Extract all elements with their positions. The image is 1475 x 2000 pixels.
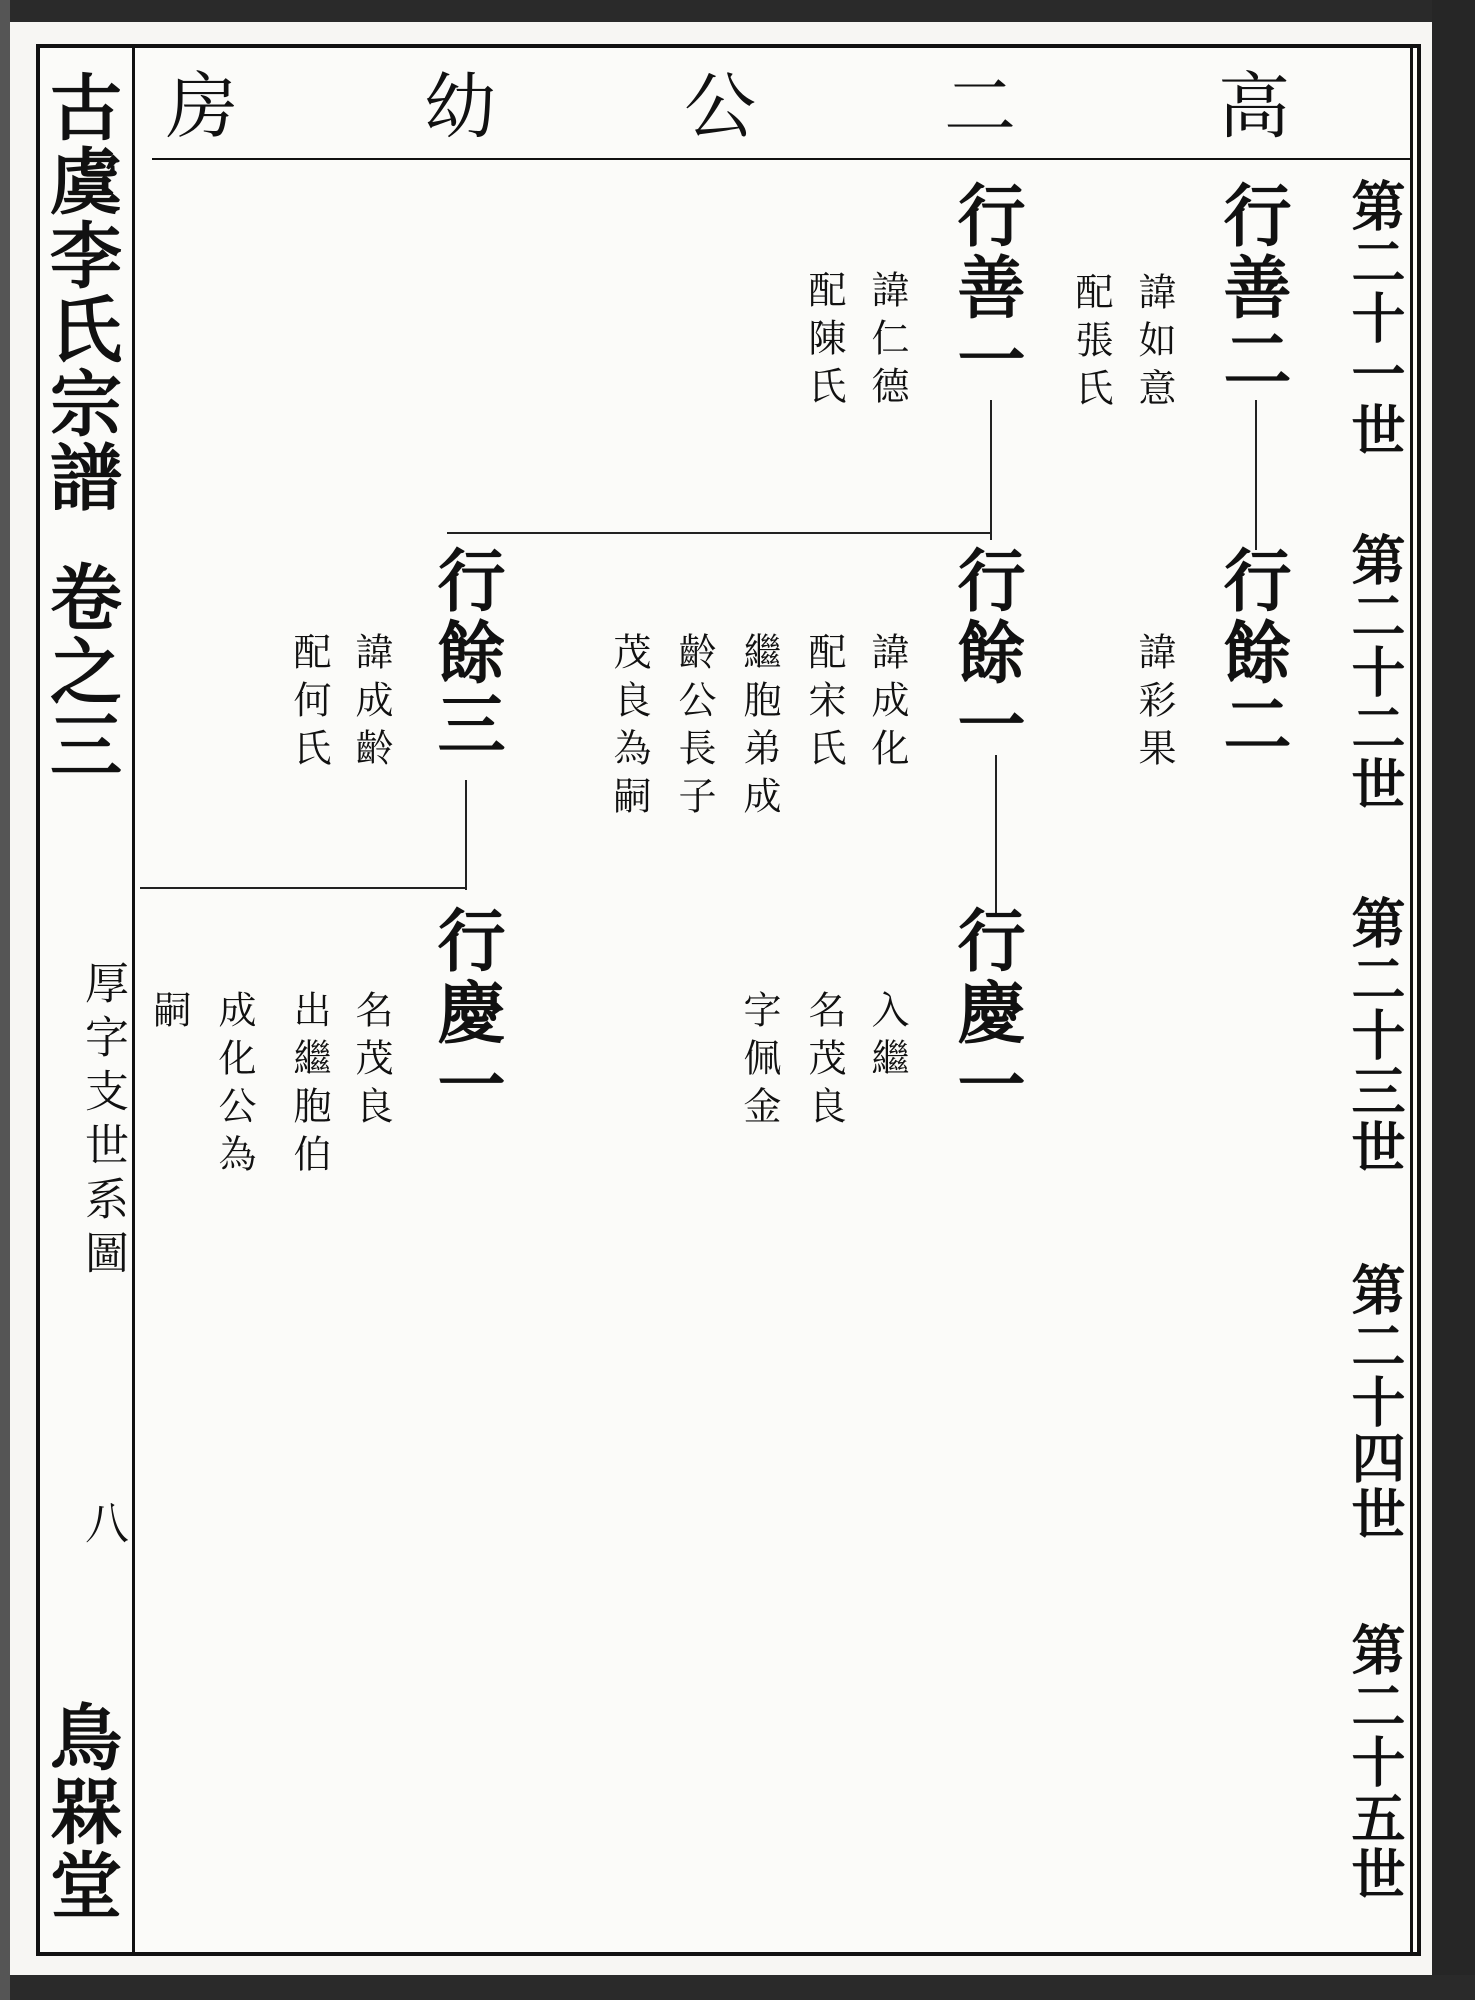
person-note-p4-3: 繼胞弟成 <box>737 632 781 824</box>
connector-p2-down <box>990 400 992 540</box>
person-note-p4-5: 茂良為嗣 <box>607 632 651 824</box>
connector-p4-p6 <box>995 755 997 915</box>
generation-22: 第二十二世 <box>1343 532 1407 812</box>
book-title: 古虞李氏宗譜 <box>38 70 123 514</box>
person-name-xingshan1: 行善一 <box>946 180 1026 396</box>
person-note-p5-2: 配何氏 <box>287 632 331 776</box>
person-note-p6-1: 入繼 <box>865 990 909 1086</box>
header-rule <box>152 158 1410 160</box>
generation-25: 第二十五世 <box>1343 1622 1407 1902</box>
spine-divider <box>132 48 135 1952</box>
volume: 卷之三 <box>38 560 123 782</box>
person-note-p5-1: 諱成齡 <box>349 632 393 776</box>
connector-branch-h <box>447 532 992 534</box>
person-note-p7-4: 嗣 <box>147 990 191 1038</box>
right-rule <box>1410 48 1413 1952</box>
person-note-p7-2: 出繼胞伯 <box>287 990 331 1182</box>
person-note-p7-3: 成化公為 <box>212 990 256 1182</box>
scan-edge-left <box>0 0 10 2000</box>
connector-p7-h <box>140 887 467 889</box>
person-note-p6-3: 字佩金 <box>737 990 781 1134</box>
person-note-p1-1: 諱如意 <box>1132 272 1176 416</box>
person-name-xingyu1: 行餘一 <box>946 545 1026 761</box>
section-title: 厚字支世系圖 <box>77 960 128 1284</box>
scan-edge-bottom <box>0 1975 1475 2000</box>
generation-24: 第二十四世 <box>1343 1262 1407 1542</box>
person-name-xingyu3: 行餘三 <box>426 545 506 761</box>
connector-p1-p3 <box>1255 400 1257 550</box>
person-note-p2-1: 諱仁德 <box>865 270 909 414</box>
person-note-p4-4: 齡公長子 <box>672 632 716 824</box>
page-number: 八 <box>77 1500 128 1554</box>
person-note-p7-1: 名茂良 <box>349 990 393 1134</box>
person-name-xingqing1-right: 行慶一 <box>946 905 1026 1121</box>
scan-edge-top <box>0 0 1475 22</box>
person-name-xingyu2: 行餘二 <box>1212 545 1292 761</box>
heading-char-1: 高 <box>1206 68 1290 140</box>
person-note-p3-1: 諱彩果 <box>1132 632 1176 776</box>
person-note-p4-1: 諱成化 <box>865 632 909 776</box>
person-note-p4-2: 配宋氏 <box>802 632 846 776</box>
heading-char-5: 房 <box>154 68 238 140</box>
generation-21: 第二十一世 <box>1343 178 1407 458</box>
heading-char-2: 二 <box>932 68 1016 140</box>
heading-char-3: 公 <box>672 68 756 140</box>
generation-23: 第二十三世 <box>1343 895 1407 1175</box>
person-note-p1-2: 配張氏 <box>1069 272 1113 416</box>
person-note-p2-2: 配陳氏 <box>802 270 846 414</box>
person-name-xingqing1-left: 行慶一 <box>426 905 506 1121</box>
heading-char-4: 幼 <box>412 68 496 140</box>
person-note-p6-2: 名茂良 <box>802 990 846 1134</box>
scan-edge-right <box>1432 0 1475 2000</box>
hall-name: 鳥槑堂 <box>38 1700 123 1922</box>
person-name-xingshan2: 行善二 <box>1212 180 1292 396</box>
connector-p5-p7 <box>465 780 467 890</box>
